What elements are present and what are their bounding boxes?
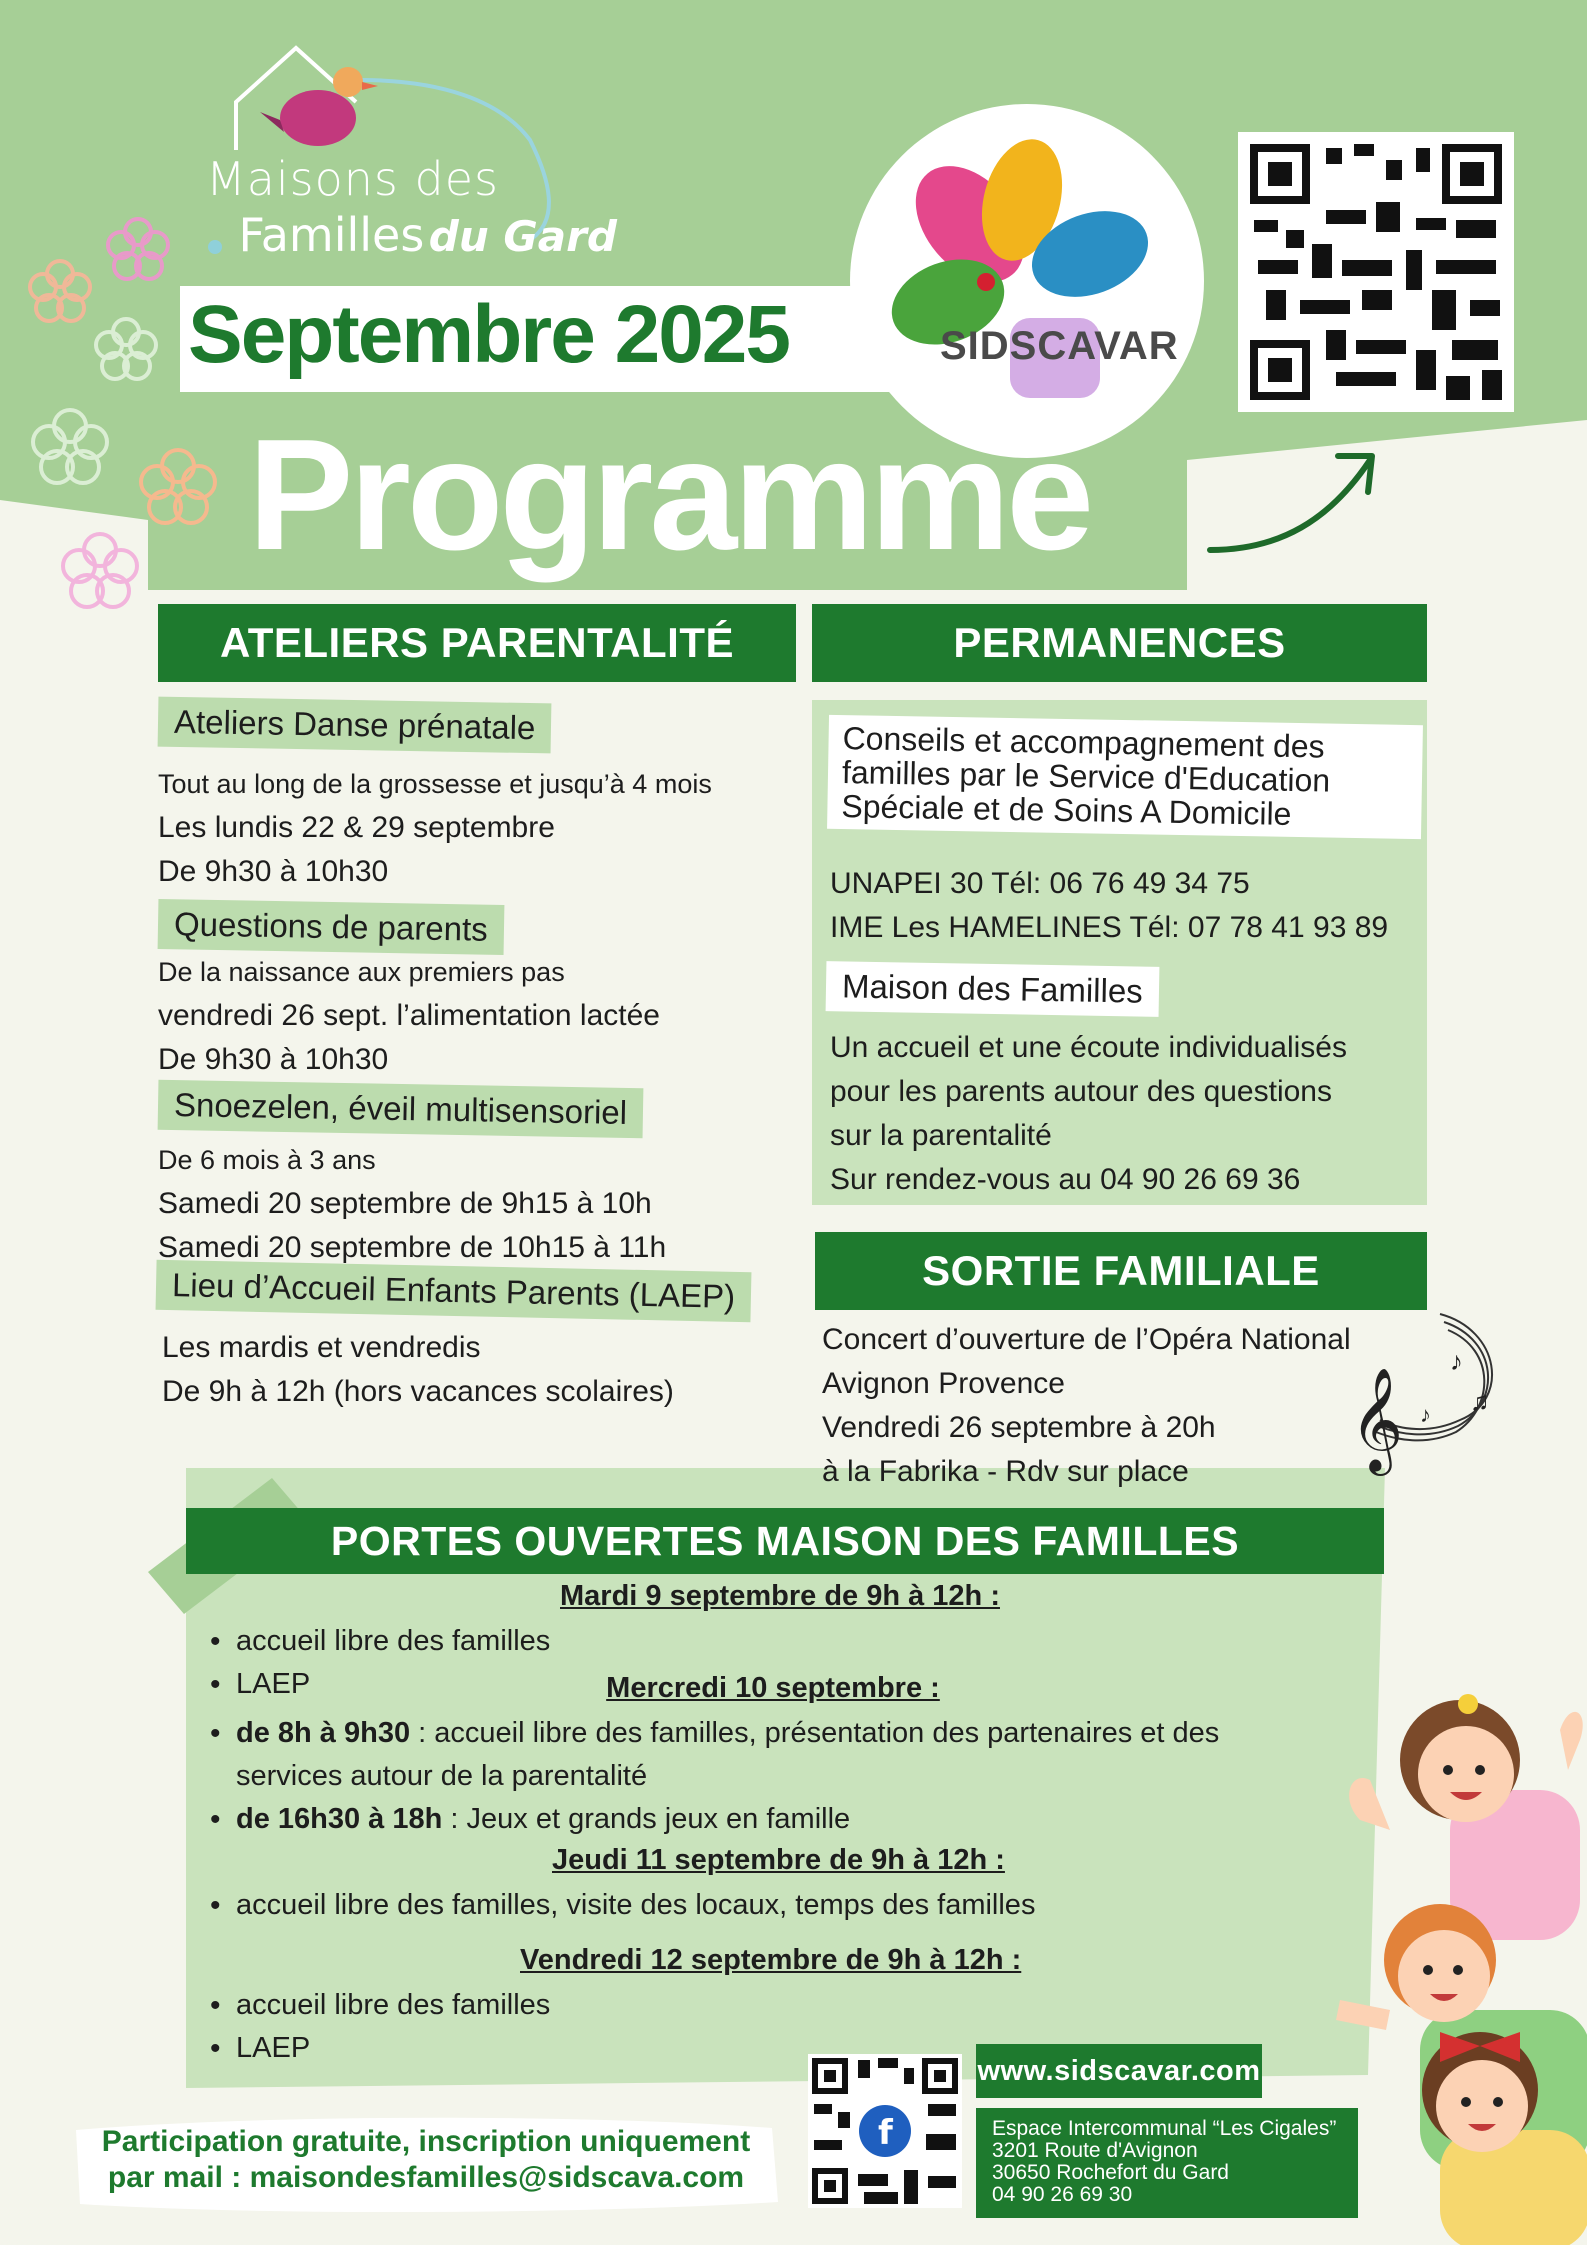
qr-code-top[interactable] xyxy=(1238,132,1514,412)
address-block xyxy=(976,2108,1358,2218)
atelier-questions-line2: vendredi 26 sept. l’alimentation lactée xyxy=(158,999,660,1032)
atelier-tag-questions: Questions de parents xyxy=(158,899,505,955)
svg-text:𝄞: 𝄞 xyxy=(1350,1367,1404,1472)
arrow-up-right-icon xyxy=(1200,440,1390,570)
permanence-tag-conseils-line2: familles par le Service d'Education xyxy=(841,754,1331,799)
page-title: Programme xyxy=(248,407,1091,583)
portes-day1-item2: • LAEP xyxy=(206,1663,550,1706)
address-line4: 04 90 26 69 30 xyxy=(992,2183,1133,2206)
participation-line2: par mail : maisondesfamilles@sidscava.com xyxy=(107,2161,745,2194)
atelier-tag-snoezelen: Snoezelen, éveil multisensoriel xyxy=(158,1080,644,1138)
portes-day2-item1-time: de 8h à 9h30 xyxy=(236,1717,411,1749)
participation-line1: Participation gratuite, inscription uniquement xyxy=(101,2125,751,2158)
permanence-maison-line2: pour les parents autour des questions xyxy=(830,1075,1332,1108)
atelier-danse-line1: Tout au long de la grossesse et jusqu’à 4 mois xyxy=(158,769,712,799)
logo-text-line2b: du Gard xyxy=(428,212,617,261)
portes-day2-item1-text: : accueil libre des familles, présentation des partenaires et des xyxy=(410,1717,1220,1749)
permanence-tag-conseils-line3: Spéciale et de Soins A Domicile xyxy=(841,788,1292,832)
sortie-line4: à la Fabrika - Rdv sur place xyxy=(822,1455,1189,1488)
permanence-tag-conseils-line1: Conseils et accompagnement des xyxy=(842,720,1325,765)
portes-day4-item2: • LAEP xyxy=(206,2027,550,2070)
portes-day3: Jeudi 11 septembre de 9h à 12h : xyxy=(552,1844,1005,1876)
portes-day2-item2-time: de 16h30 à 18h xyxy=(236,1803,443,1835)
sidscavar-flower-icon xyxy=(850,104,1204,458)
atelier-snoezelen-line2: Samedi 20 septembre de 9h15 à 10h xyxy=(158,1187,652,1220)
sortie-line1: Concert d’ouverture de l’Opéra National xyxy=(822,1323,1351,1356)
address-line1: Espace Intercommunal “Les Cigales” xyxy=(992,2117,1337,2140)
permanence-maison-line3: sur la parentalité xyxy=(830,1119,1052,1152)
permanence-ime: IME Les HAMELINES Tél: 07 78 41 93 89 xyxy=(830,911,1389,944)
logo-text-line1: Maisons des xyxy=(206,152,499,206)
sortie-heading: SORTIE FAMILIALE xyxy=(815,1232,1427,1310)
permanences-heading: PERMANENCES xyxy=(812,604,1427,682)
permanence-tag-conseils xyxy=(827,715,1423,839)
sidscavar-text: SIDSCAVAR xyxy=(940,324,1179,368)
atelier-questions-line1: De la naissance aux premiers pas xyxy=(158,957,565,987)
sortie-line3: Vendredi 26 septembre à 20h xyxy=(822,1411,1216,1444)
address-line2: 3201 Route d'Avignon xyxy=(992,2139,1198,2162)
atelier-tag-laep: Lieu d’Accueil Enfants Parents (LAEP) xyxy=(156,1260,752,1322)
atelier-laep-line2: De 9h à 12h (hors vacances scolaires) xyxy=(162,1375,674,1408)
qr-code-facebook[interactable] xyxy=(808,2054,962,2208)
portes-day2-item2-text: : Jeux et grands jeux en famille xyxy=(442,1803,851,1835)
portes-day3-item1: • accueil libre des familles, visite des locaux, temps des familles xyxy=(206,1884,1035,1927)
atelier-snoezelen-line3: Samedi 20 septembre de 10h15 à 11h xyxy=(158,1231,667,1264)
atelier-snoezelen-line1: De 6 mois à 3 ans xyxy=(158,1145,376,1175)
atelier-tag-danse: Ateliers Danse prénatale xyxy=(158,697,552,754)
website-link[interactable]: www.sidscavar.com xyxy=(976,2044,1262,2098)
portes-day2-item2 xyxy=(206,1798,1219,1841)
ateliers-heading: ATELIERS PARENTALITÉ xyxy=(158,604,796,682)
portes-day4-item1: • accueil libre des familles xyxy=(206,1984,550,2027)
portes-day1: Mardi 9 septembre de 9h à 12h : xyxy=(560,1580,1000,1612)
svg-text:♫: ♫ xyxy=(1470,1386,1490,1416)
children-illustration-icon xyxy=(1330,1670,1587,2245)
portes-day2-item1 xyxy=(206,1712,1219,1755)
atelier-danse-line3: De 9h30 à 10h30 xyxy=(158,855,389,888)
permanence-maison-line1: Un accueil et une écoute individualisés xyxy=(830,1031,1347,1064)
svg-text:♪: ♪ xyxy=(1450,1346,1463,1376)
music-notes-icon xyxy=(1340,1310,1520,1500)
portes-day4: Vendredi 12 septembre de 9h à 12h : xyxy=(520,1944,1022,1976)
atelier-questions-line3: De 9h30 à 10h30 xyxy=(158,1043,389,1076)
permanence-unapei: UNAPEI 30 Tél: 06 76 49 34 75 xyxy=(830,867,1250,900)
flowers-decoration-icon xyxy=(10,200,230,620)
qr-code-icon xyxy=(1246,140,1506,404)
sortie-line2: Avignon Provence xyxy=(822,1367,1065,1400)
logo-text-line2: Familles xyxy=(238,208,425,262)
portes-day1-item1: • accueil libre des familles xyxy=(206,1620,550,1663)
month-title: Septembre 2025 xyxy=(188,289,790,380)
atelier-laep-line1: Les mardis et vendredis xyxy=(162,1331,481,1364)
sidscavar-logo xyxy=(850,104,1204,458)
atelier-danse-line2: Les lundis 22 & 29 septembre xyxy=(158,811,555,844)
address-line3: 30650 Rochefort du Gard xyxy=(992,2161,1229,2184)
svg-text:♪: ♪ xyxy=(1420,1402,1431,1427)
logo-maisons-des-familles xyxy=(200,40,617,262)
permanence-maison-line4: Sur rendez-vous au 04 90 26 69 36 xyxy=(830,1163,1301,1196)
permanence-tag-maison: Maison des Familles xyxy=(826,961,1160,1017)
portes-heading: PORTES OUVERTES MAISON DES FAMILLES xyxy=(186,1508,1384,1574)
svg-text:f: f xyxy=(878,2113,893,2153)
qr-code-icon xyxy=(808,2054,962,2208)
portes-day2-item1-cont: services autour de la parentalité xyxy=(236,1760,648,1792)
portes-day2: Mercredi 10 septembre : xyxy=(606,1672,940,1704)
